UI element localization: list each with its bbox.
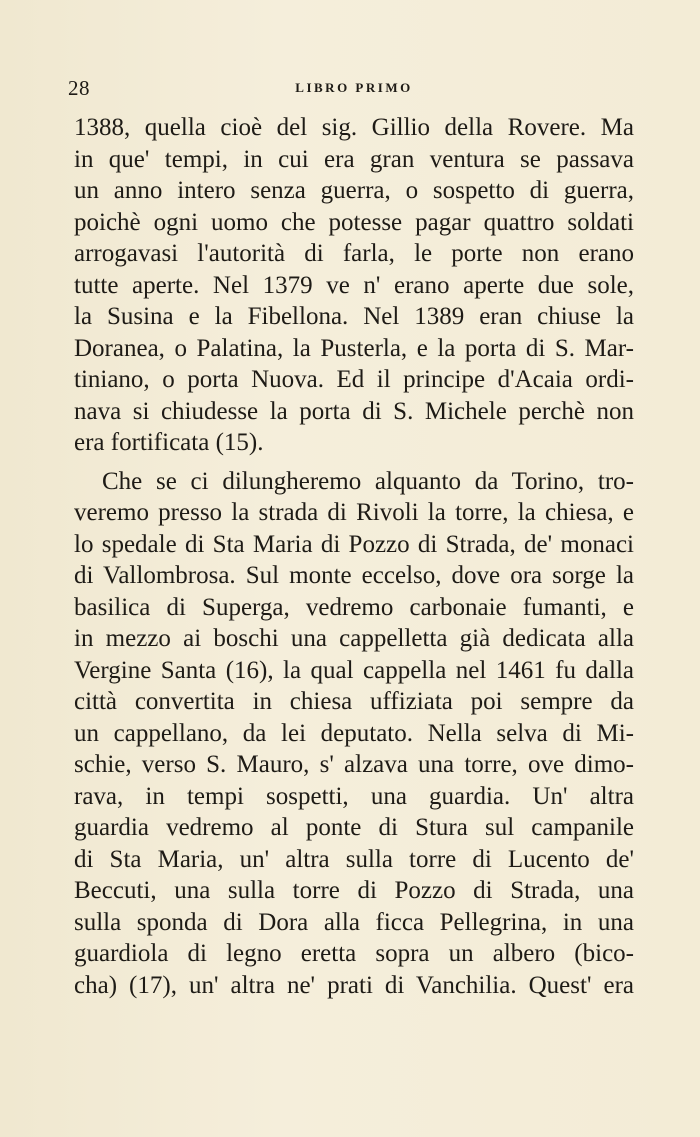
paragraph <box>74 112 634 459</box>
text-line: Vergine Santa (16), la qual cappella nel 1461 fu dalla <box>74 656 634 684</box>
page-number: 28 <box>68 76 90 100</box>
text-line: Doranea, o Palatina, la Pusterla, e la porta di S. Mar- <box>74 334 634 362</box>
text-line: era fortificata (15). <box>74 429 264 456</box>
text-line: tutte aperte. Nel 1379 ve n' erano aperte due sole, <box>74 271 634 299</box>
text-line: poichè ogni uomo che potesse pagar quattro soldati <box>74 208 634 236</box>
text-line: 1388, quella cioè del sig. Gillio della Rovere. Ma <box>74 114 634 141</box>
text-line: un anno intero senza guerra, o sospetto di guerra, <box>74 177 634 204</box>
text-line: lo spedale di Sta Maria di Pozzo di Strada, de' monaci <box>74 530 634 558</box>
running-title: LIBRO PRIMO <box>295 80 413 95</box>
paragraph <box>74 466 634 1002</box>
text-line: veremo presso la strada di Rivoli la torre, la chiesa, e <box>74 499 634 526</box>
text-line: la Susina e la Fibellona. Nel 1389 eran chiuse la <box>74 303 634 330</box>
text-line: schie, verso S. Mauro, s' alzava una torre, ove dimo- <box>74 751 634 778</box>
text-line: tiniano, o porta Nuova. Ed il principe d'Acaia ordi- <box>74 366 634 393</box>
text-line: guardiola di legno eretta sopra un albero (bico- <box>74 940 634 967</box>
text-line: Beccuti, una sulla torre di Pozzo di Strada, una <box>74 877 634 904</box>
text-line: basilica di Superga, vedremo carbonaie fumanti, e <box>74 593 634 621</box>
text-line: cha) (17), un' altra ne' prati di Vanchilia. Quest' era <box>74 971 634 999</box>
text-line: Che se ci dilungheremo alquanto da Torino, tro- <box>102 467 634 495</box>
text-line: nava si chiudesse la porta di S. Michele perchè non <box>74 397 634 425</box>
text-line: di Vallombrosa. Sul monte eccelso, dove ora sorge la <box>74 562 634 589</box>
text-line: arrogavasi l'autorità di farla, le porte non erano <box>74 240 634 267</box>
text-line: rava, in tempi sospetti, una guardia. Un' altra <box>74 782 634 810</box>
text-line: in mezzo ai boschi una cappelletta già dedicata alla <box>74 625 634 652</box>
text-line: di Sta Maria, un' altra sulla torre di Lucento de' <box>74 845 634 873</box>
text-line: un cappellano, da lei deputato. Nella selva di Mi- <box>74 719 634 747</box>
body-text <box>74 112 634 1001</box>
page-header <box>68 75 640 101</box>
text-line: sulla sponda di Dora alla ficca Pellegrina, in una <box>74 908 634 936</box>
text-line: città convertita in chiesa uffiziata poi sempre da <box>74 688 634 715</box>
text-line: in que' tempi, in cui era gran ventura se passava <box>74 145 634 173</box>
paragraph-gap <box>74 459 634 466</box>
text-line: guardia vedremo al ponte di Stura sul campanile <box>74 814 634 841</box>
